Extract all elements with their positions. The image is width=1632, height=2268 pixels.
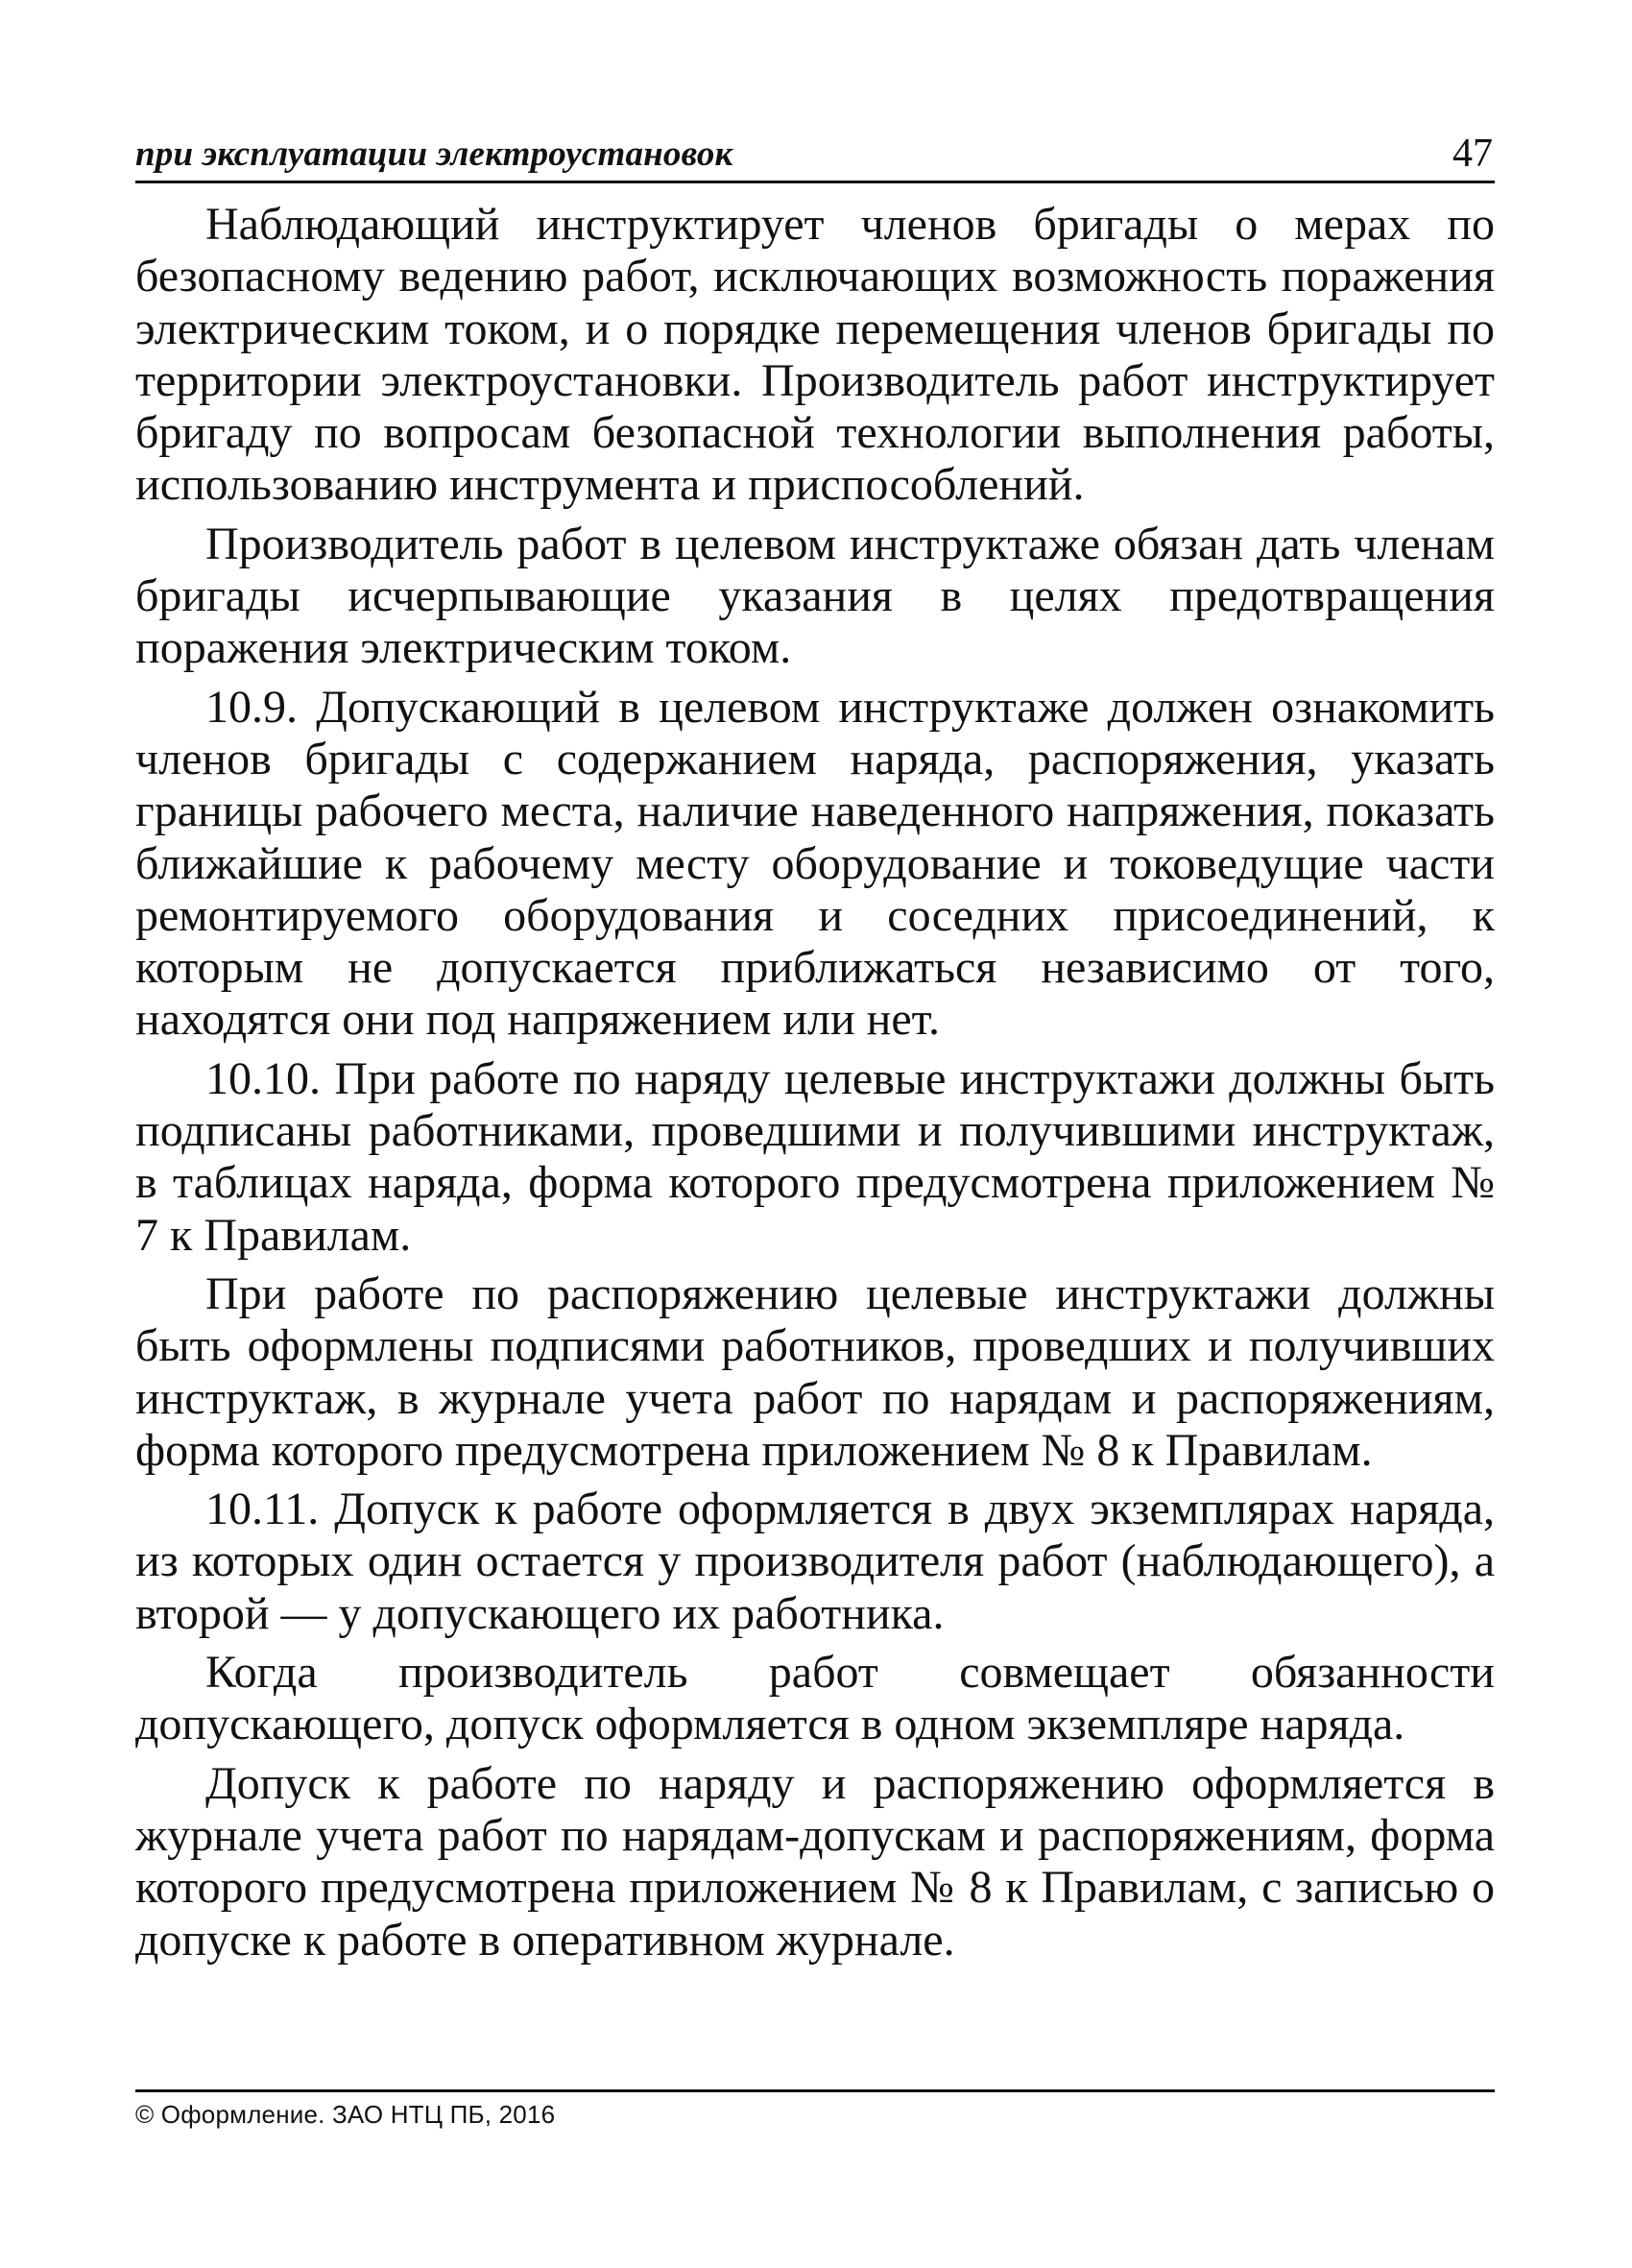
paragraph: Производитель работ в целевом инструктаже обязан дать членам бригады исчерпывающие указания в целях предотвращения поражения электрическим током. xyxy=(135,518,1495,674)
body-text xyxy=(135,199,1495,1973)
running-header xyxy=(135,123,1495,183)
paragraph: 10.9. Допускающий в целевом инструктаже должен ознакомить членов бригады с содержанием наряда, распоряжения, указать границы рабочего места, наличие наведенного напряжения, показать ближайшие к рабочему месту оборудование и токоведущие части ремонтируемого оборудования и соседних присоединений, к которым не допускается приближаться независимо от того, находятся они под напряжением или нет. xyxy=(135,681,1495,1046)
paragraph: Наблюдающий инструктирует членов бригады о мерах по безопасному ведению работ, исключающих возможность поражения электрическим током, и о порядке перемещения членов бригады по территории электроустановки. Производитель работ инструктирует бригаду по вопросам безопасной технологии выполнения работы, использованию инструмента и приспособлений. xyxy=(135,199,1495,511)
copyright-note: © Оформление. ЗАО НТЦ ПБ, 2016 xyxy=(135,2100,556,2129)
paragraph: 10.10. При работе по наряду целевые инструктажи должны быть подписаны работниками, проведшими и получившими инструктаж, в таблицах наряда, форма которого предусмотрена приложением № 7 к Правилам. xyxy=(135,1052,1495,1261)
page-footer xyxy=(135,2089,1495,2130)
paragraph: Когда производитель работ совмещает обязанности допускающего, допуск оформляется в одном экземпляре наряда. xyxy=(135,1647,1495,1750)
paragraph: При работе по распоряжению целевые инструктажи должны быть оформлены подписями работников, проведших и получивших инструктаж, в журнале учета работ по нарядам и распоряжениям, форма которого предусмотрена приложением № 8 к Правилам. xyxy=(135,1267,1495,1476)
page-number: 47 xyxy=(1452,132,1493,176)
paragraph: 10.11. Допуск к работе оформляется в двух экземплярах наряда, из которых один остается у производителя работ (наблюдающего), а второй — у допускающего их работника. xyxy=(135,1484,1495,1639)
document-page xyxy=(135,0,1495,2268)
running-title: при эксплуатации электроустановок xyxy=(135,134,733,174)
paragraph: Допуск к работе по наряду и распоряжению оформляется в журнале учета работ по нарядам-допускам и распоряжениям, форма которого предусмотрена приложением № 8 к Правилам, с записью о допуске к работе в оперативном журнале. xyxy=(135,1757,1495,1966)
